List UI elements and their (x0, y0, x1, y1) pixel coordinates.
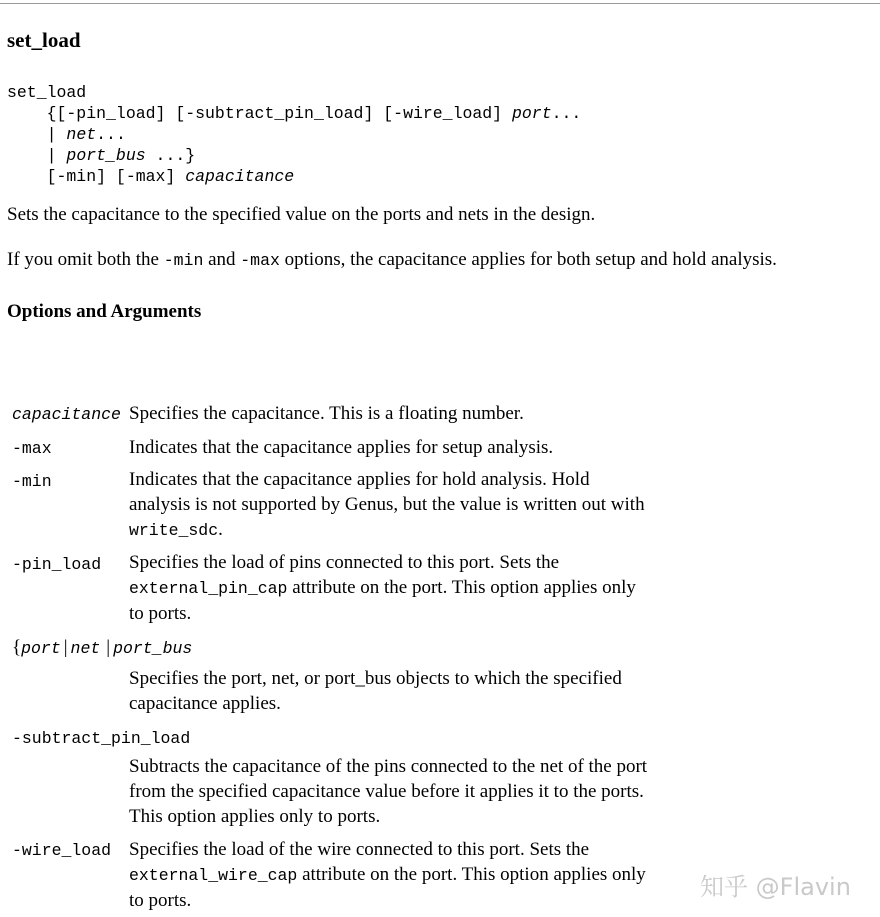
syntax-line-2 (7, 104, 581, 123)
option-desc-objects: Specifies the port, net, or port_bus objects to which the specified capacitance applies. (129, 668, 622, 714)
option-term-pin-load: -pin_load (12, 555, 102, 574)
write-sdc-code: write_sdc (129, 521, 219, 540)
syntax-pipe: | (7, 146, 67, 165)
external-pin-cap-code: external_pin_cap (129, 579, 288, 598)
option-desc-capacitance: Specifies the capacitance. This is a floating number. (129, 403, 524, 424)
syntax-port-bus-arg: port_bus (66, 146, 146, 165)
option-term-objects (12, 637, 192, 659)
min-max-note (7, 249, 777, 271)
note-text: If you omit both the (7, 249, 164, 270)
syntax-options: {[-pin_load] [-subtract_pin_load] [-wire_load] (7, 104, 512, 123)
syntax-close: ...} (145, 146, 196, 165)
term-port: port (21, 639, 61, 658)
option-desc-pin-load (129, 550, 654, 626)
option-term-max: -max (12, 439, 52, 458)
desc-text: Indicates that the capacitance applies for hold analysis. Hold analysis is not supported by Genus, but the value is written out with (129, 469, 645, 515)
syntax-capacitance-arg: capacitance (185, 167, 295, 186)
min-option-code: -min (163, 251, 204, 270)
syntax-line-1: set_load (7, 83, 87, 102)
option-desc-wire-load (129, 837, 654, 913)
syntax-net-arg: net (66, 125, 97, 144)
max-option-code: -max (240, 251, 280, 270)
option-term-wire-load: -wire_load (12, 841, 112, 860)
syntax-pipe: | (7, 125, 67, 144)
watermark-handle: @Flavin (755, 873, 851, 901)
top-divider (0, 3, 880, 4)
syntax-port-arg: port (511, 104, 552, 123)
syntax-line-5 (7, 167, 294, 186)
syntax-line-4 (7, 146, 195, 165)
term-port-bus: port_bus (113, 639, 193, 658)
external-wire-cap-code: external_wire_cap (129, 866, 298, 885)
desc-text: . (218, 519, 223, 540)
note-text: and (203, 249, 241, 270)
desc-text: Specifies the load of pins connected to this port. Sets the (129, 552, 560, 573)
note-text: options, the capacitance applies for both setup and hold analysis. (279, 249, 777, 270)
desc-text: attribute on the port. This option applies only to ports. (129, 577, 636, 624)
syntax-line-3 (7, 125, 126, 144)
command-syntax (7, 82, 581, 187)
page-title: set_load (7, 28, 81, 52)
option-desc-min (129, 467, 654, 543)
term-net: net (70, 639, 101, 658)
desc-text: attribute on the port. This option applies only to ports. (129, 864, 646, 911)
term-separator: | (63, 637, 68, 658)
option-term-capacitance: capacitance (12, 405, 121, 424)
watermark (700, 867, 851, 902)
syntax-ellipsis: ... (551, 104, 582, 123)
option-desc-subtract-pin-load: Subtracts the capacitance of the pins connected to the net of the port from the specified capacitance value before it applies it to the ports. This option applies only to ports. (129, 756, 648, 827)
term-brace: { (12, 637, 22, 658)
zhihu-logo: 知乎 (700, 873, 748, 901)
options-heading: Options and Arguments (7, 301, 202, 322)
desc-text: Specifies the load of the wire connected to this port. Sets the (129, 839, 590, 860)
term-separator: | (106, 637, 111, 658)
syntax-ellipsis: ... (96, 125, 126, 144)
syntax-min-max: [-min] [-max] (7, 167, 186, 186)
description-paragraph: Sets the capacitance to the specified value on the ports and nets in the design. (7, 204, 596, 225)
option-term-min: -min (12, 472, 52, 491)
option-desc-max: Indicates that the capacitance applies for setup analysis. (129, 437, 554, 458)
option-term-subtract-pin-load: -subtract_pin_load (12, 729, 191, 748)
